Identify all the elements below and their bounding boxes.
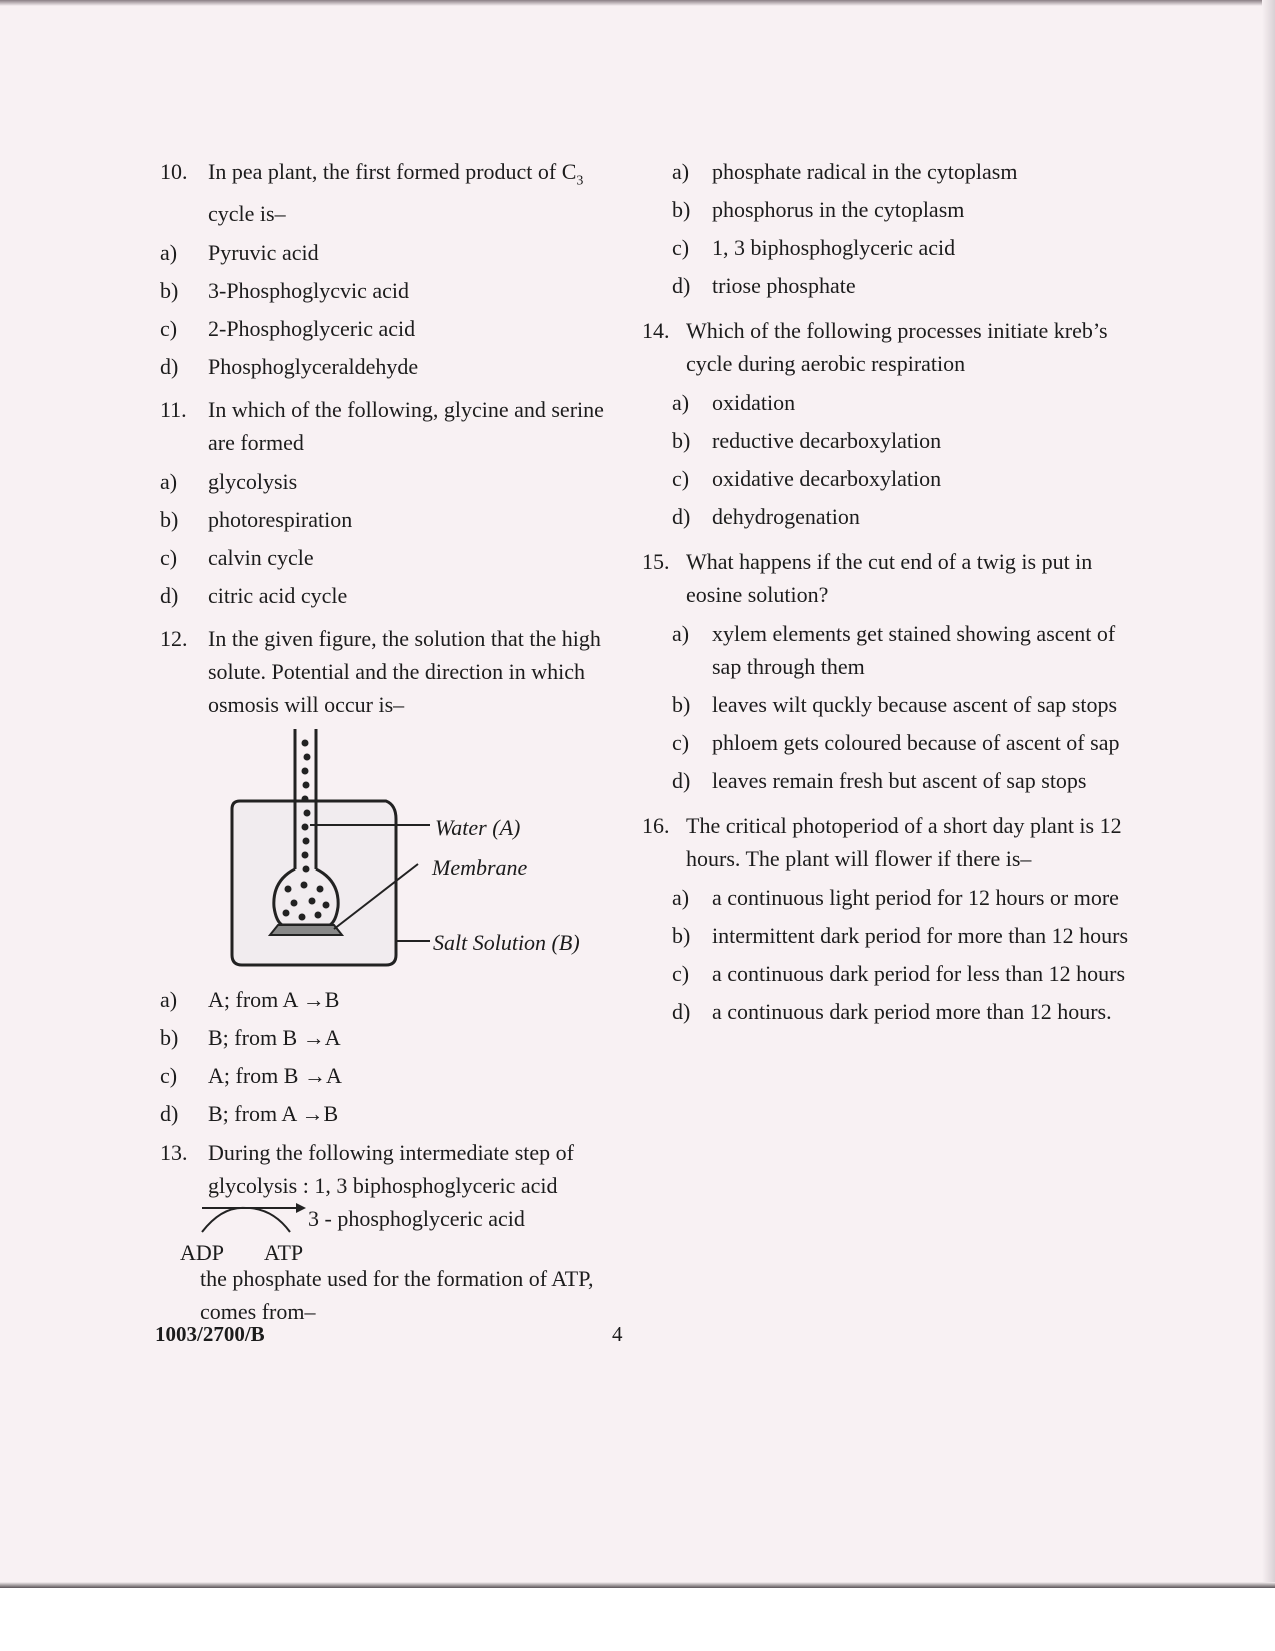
option-text: triose phosphate	[712, 273, 856, 298]
option-text: oxidative decarboxylation	[712, 466, 942, 491]
option-text: glycolysis	[208, 469, 298, 495]
question-text: During the following intermediate step of glycolysis : 1, 3 biphosphoglyceric acid	[208, 1140, 574, 1199]
question-number: 14.	[642, 318, 670, 343]
question-text: What happens if the cut end of a twig is put in eosine solution?	[686, 549, 1093, 607]
membrane	[270, 925, 342, 935]
question-16	[642, 809, 1147, 875]
option-text: a continuous dark period for less than 12 hours	[712, 961, 1126, 986]
option-label: d)	[672, 273, 691, 298]
option-12c[interactable]	[160, 1059, 635, 1092]
option-text: 2-Phosphoglyceric acid	[208, 316, 416, 342]
question-number: 13.	[160, 1140, 188, 1166]
question-text: In the given figure, the solution that the high solute. Potential and the direction in which osmosis will occur is–	[208, 626, 601, 718]
option-15d[interactable]	[672, 764, 1147, 797]
option-10d[interactable]	[160, 350, 635, 383]
question-13-continued: the phosphate used for the formation of ATP, comes from–	[200, 1266, 594, 1325]
option-16c[interactable]	[672, 957, 1147, 990]
scanner-margin	[0, 1588, 1275, 1651]
option-label: d)	[672, 768, 691, 793]
option-label: c)	[672, 730, 690, 755]
option-11a[interactable]	[160, 465, 635, 498]
option-label: d)	[160, 583, 179, 609]
option-text: oxidation	[712, 390, 796, 415]
option-12d[interactable]	[160, 1097, 635, 1130]
question-11	[160, 393, 635, 459]
option-16b[interactable]	[672, 919, 1147, 952]
option-15c[interactable]	[672, 726, 1147, 759]
option-text: leaves wilt quckly because ascent of sap stops	[712, 692, 1118, 717]
option-11b[interactable]	[160, 503, 635, 536]
atp-label: ATP	[264, 1240, 304, 1266]
page-number: 4	[612, 1322, 623, 1346]
option-11c[interactable]	[160, 541, 635, 574]
question-10	[160, 155, 635, 230]
option-text: intermittent dark period for more than 12 hours	[712, 923, 1129, 948]
option-text: A; from B →A	[208, 1063, 342, 1089]
option-text: reductive decarboxylation	[712, 428, 942, 453]
option-label: a)	[672, 621, 690, 646]
option-label: a)	[672, 159, 690, 184]
product-text: 3 - phosphoglyceric acid	[308, 1206, 525, 1232]
option-text: calvin cycle	[208, 545, 314, 571]
option-12a[interactable]	[160, 983, 635, 1016]
option-label: a)	[160, 469, 178, 495]
paper-right-shadow	[1262, 0, 1275, 1588]
right-column	[642, 155, 1147, 1028]
option-label: a)	[672, 390, 690, 415]
question-12	[160, 622, 635, 721]
question-15	[642, 545, 1147, 611]
option-label: b)	[672, 692, 691, 717]
option-text: xylem elements get stained showing ascent of sap through them	[712, 621, 1116, 679]
option-14c[interactable]	[672, 462, 1147, 495]
option-label: b)	[160, 507, 179, 533]
option-text: 3-Phosphoglycvic acid	[208, 278, 410, 304]
option-text: a continuous dark period more than 12 hours.	[712, 999, 1112, 1024]
option-13a[interactable]	[672, 155, 1147, 188]
option-text: photorespiration	[208, 507, 353, 533]
option-14b[interactable]	[672, 424, 1147, 457]
question-14	[642, 314, 1147, 380]
paper-top-edge	[0, 0, 1275, 6]
option-label: d)	[160, 1101, 179, 1127]
option-label: c)	[672, 961, 690, 986]
option-label: c)	[672, 235, 690, 260]
left-column	[160, 155, 635, 1328]
option-text: Pyruvic acid	[208, 240, 319, 266]
paper-code: 1003/2700/B	[155, 1322, 265, 1346]
question-number: 11.	[160, 397, 187, 423]
option-16d[interactable]	[672, 995, 1147, 1028]
option-text: 1, 3 biphosphoglyceric acid	[712, 235, 956, 260]
option-13d[interactable]	[672, 269, 1147, 302]
option-label: d)	[672, 504, 691, 529]
glycolysis-equation	[180, 1202, 635, 1266]
adp-label: ADP	[180, 1240, 225, 1266]
option-text: phosphorus in the cytoplasm	[712, 197, 965, 222]
option-text: phloem gets coloured because of ascent of sap	[712, 730, 1120, 755]
option-label: c)	[160, 545, 178, 571]
question-number: 12.	[160, 626, 188, 652]
question-subscript: 3	[576, 173, 584, 189]
option-label: d)	[160, 354, 179, 380]
option-14a[interactable]	[672, 386, 1147, 419]
option-label: a)	[160, 240, 178, 266]
option-12b[interactable]	[160, 1021, 635, 1054]
option-label: b)	[672, 197, 691, 222]
option-text: Phosphoglyceraldehyde	[208, 354, 419, 380]
funnel-bulb	[274, 869, 338, 925]
option-label: a)	[160, 987, 178, 1013]
option-15b[interactable]	[672, 688, 1147, 721]
question-text: Which of the following processes initiate kreb’s cycle during aerobic respiration	[686, 318, 1108, 376]
option-label: c)	[160, 316, 178, 342]
option-14d[interactable]	[672, 500, 1147, 533]
option-label: b)	[672, 923, 691, 948]
water-label: Water (A)	[435, 815, 521, 841]
option-text: B; from A →B	[208, 1101, 339, 1127]
option-label: b)	[160, 1025, 179, 1051]
option-label: c)	[160, 1063, 178, 1089]
option-label: b)	[160, 278, 179, 304]
option-label: d)	[672, 999, 691, 1024]
option-label: c)	[672, 466, 690, 491]
option-text: dehydrogenation	[712, 504, 860, 529]
option-13b[interactable]	[672, 193, 1147, 226]
option-text: leaves remain fresh but ascent of sap stops	[712, 768, 1087, 793]
option-15a[interactable]	[672, 617, 1147, 683]
option-text: A; from A →B	[208, 987, 340, 1013]
option-11d[interactable]	[160, 579, 635, 612]
question-number: 10.	[160, 159, 188, 184]
option-text: a continuous light period for 12 hours or more	[712, 885, 1119, 910]
option-13c[interactable]	[672, 231, 1147, 264]
option-16a[interactable]	[672, 881, 1147, 914]
question-13	[160, 1136, 635, 1202]
question-number: 16.	[642, 813, 670, 838]
option-label: a)	[672, 885, 690, 910]
membrane-label: Membrane	[432, 855, 528, 881]
osmosis-figure	[160, 729, 635, 977]
question-text	[208, 155, 635, 230]
question-number: 15.	[642, 549, 670, 574]
option-text: citric acid cycle	[208, 583, 348, 609]
option-text: B; from B →A	[208, 1025, 341, 1051]
question-text: The critical photoperiod of a short day plant is 12 hours. The plant will flower if there is–	[686, 813, 1122, 871]
option-10c[interactable]	[160, 312, 635, 345]
question-text-main: In pea plant, the first formed product of C	[208, 159, 577, 184]
option-text: phosphate radical in the cytoplasm	[712, 159, 1018, 184]
option-10a[interactable]	[160, 236, 635, 269]
option-10b[interactable]	[160, 274, 635, 307]
question-text-end: cycle is–	[208, 201, 286, 227]
question-text: In which of the following, glycine and serine are formed	[208, 397, 604, 456]
salt-solution-label: Salt Solution (B)	[433, 930, 580, 956]
option-label: b)	[672, 428, 691, 453]
